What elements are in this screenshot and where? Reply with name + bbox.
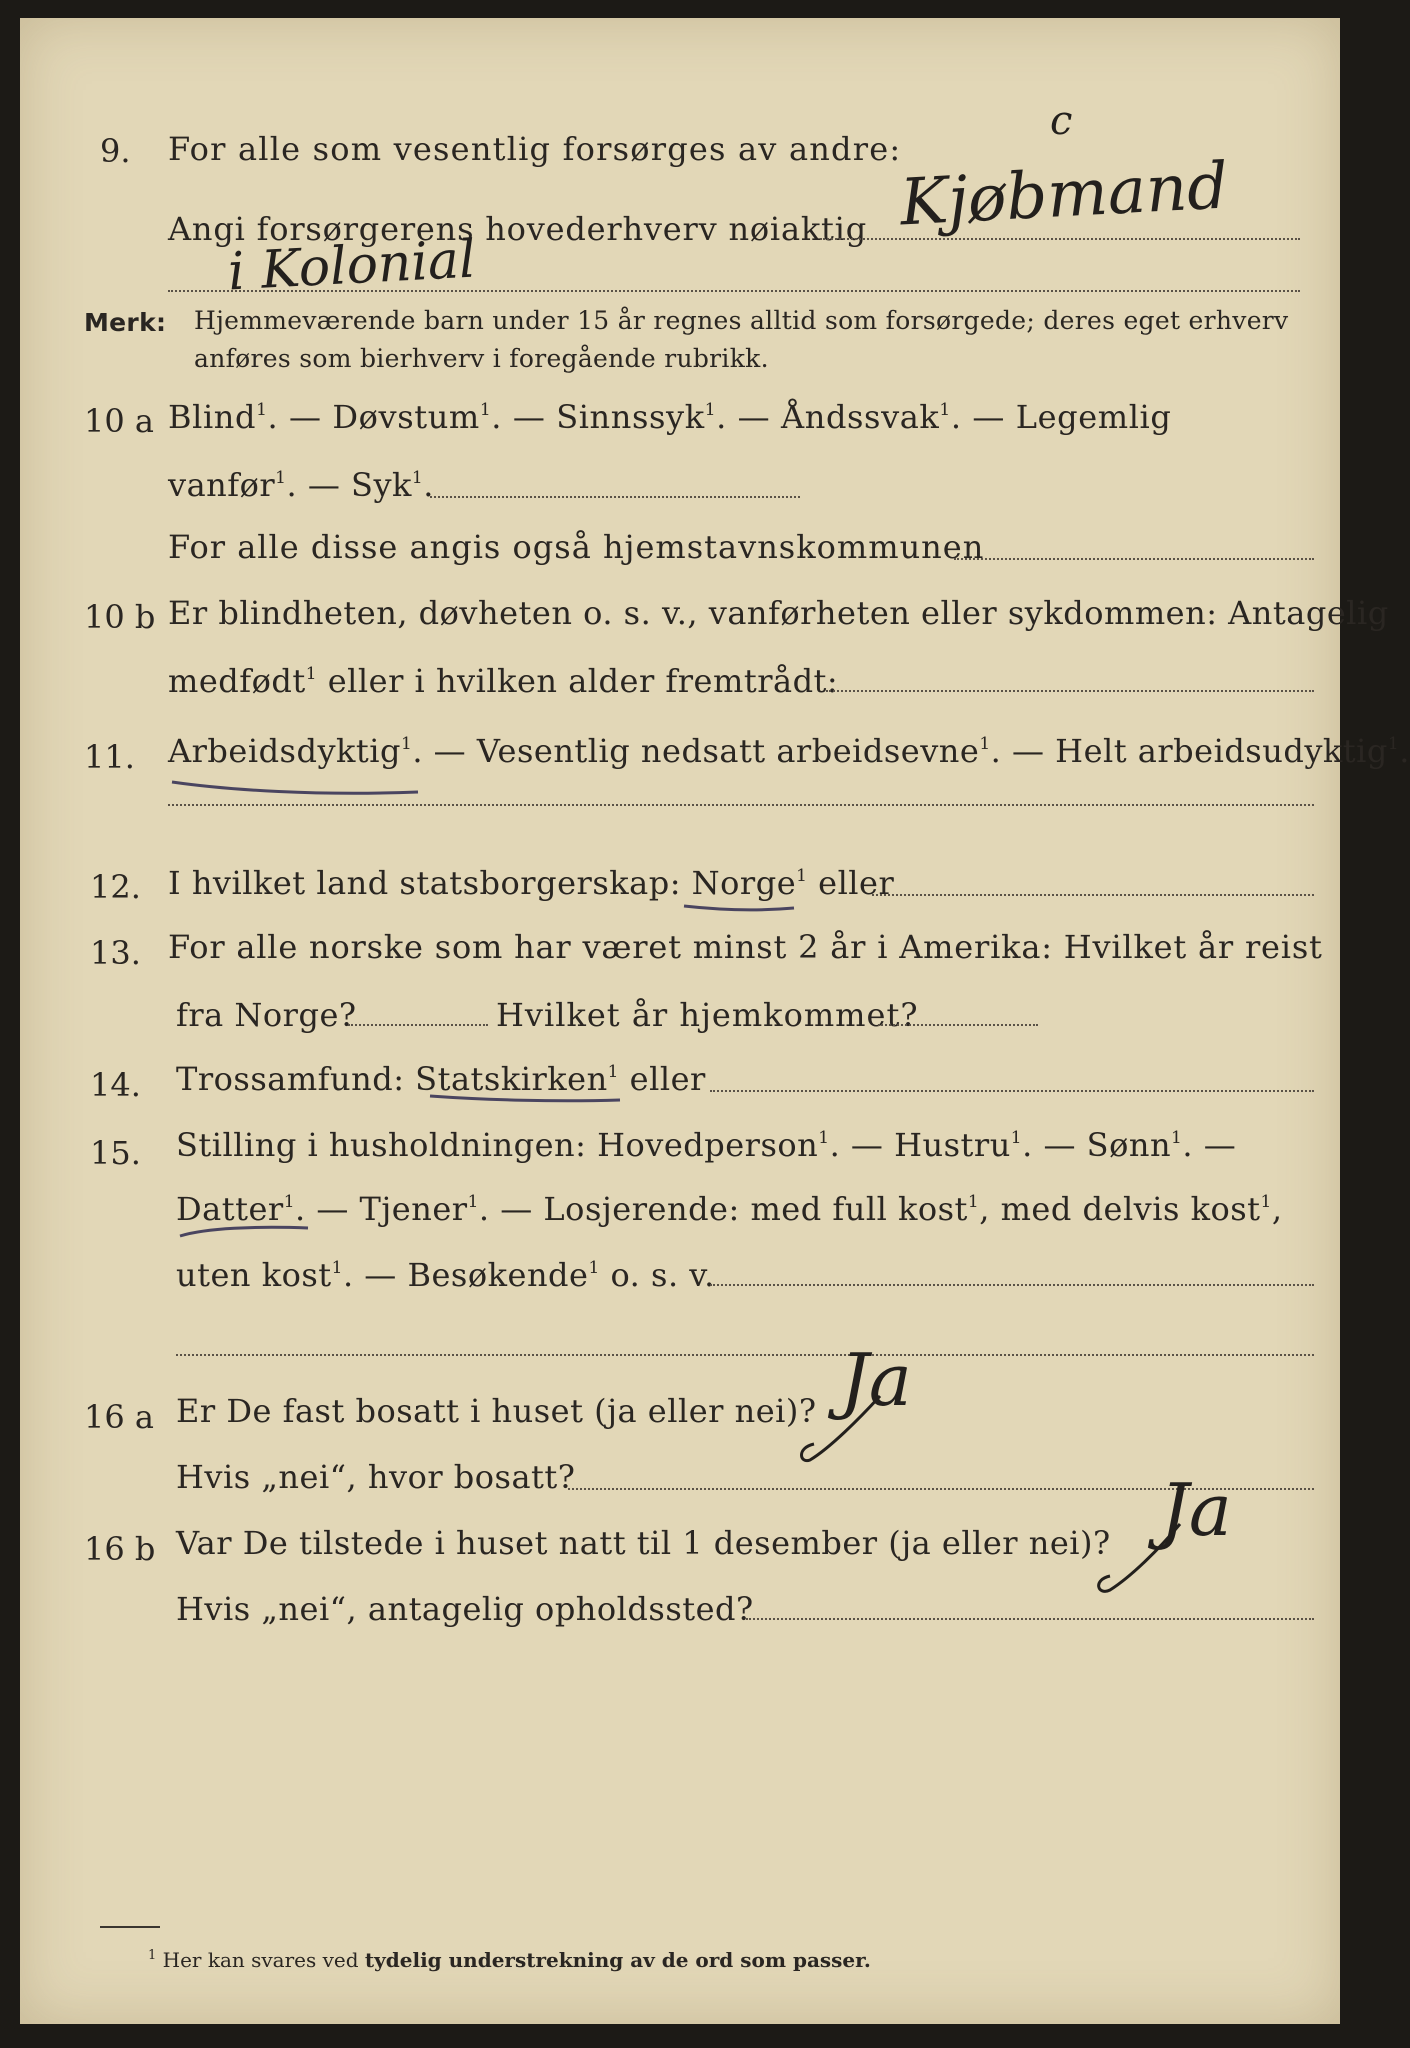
q16a-line1: Er De fast bosatt i huset (ja eller nei)? xyxy=(176,1392,817,1430)
q15-line2: Datter$^1$. — Tjener$^1$. — Losjerende: med full kost$^1$, med delvis kost$^1$, xyxy=(176,1190,1283,1228)
merk-line1: Hjemmeværende barn under 15 år regnes alltid som forsørgede; deres eget erhverv xyxy=(194,306,1289,335)
q12-line: I hvilket land statsborgerskap: Norge$^1$ eller xyxy=(168,864,895,902)
q10b-answer-line xyxy=(826,690,1314,692)
q16b-handwritten-answer: Ja xyxy=(1160,1468,1232,1552)
q16a-number: 16 a xyxy=(84,1398,154,1436)
q12-answer-line xyxy=(872,894,1314,896)
merk-line2: anføres som bierhverv i foregående rubrikk. xyxy=(194,344,769,373)
q13-hjemkommet-line xyxy=(878,1024,1038,1026)
q16a-handwritten-answer: Ja xyxy=(840,1338,912,1422)
q11-line: Arbeidsdyktig$^1$. — Vesentlig nedsatt arbeidsevne$^1$. — Helt arbeidsudyktig$^1$. xyxy=(168,732,1410,770)
footnote: $^1$ Her kan svares ved tydelig understrekning av de ord som passer. xyxy=(148,1948,871,1972)
q16a-line2: Hvis „nei“, hvor bosatt? xyxy=(176,1458,576,1496)
footnote-rule xyxy=(100,1926,160,1928)
q10a-number: 10 a xyxy=(84,402,154,440)
q15-number: 15. xyxy=(90,1134,141,1172)
q15-answer-line1 xyxy=(710,1284,1314,1286)
q14-line: Trossamfund: Statskirken$^1$ eller xyxy=(176,1060,706,1098)
q16b-answer-line xyxy=(746,1618,1314,1620)
q16b-number: 16 b xyxy=(84,1530,156,1568)
q10a-syk-line xyxy=(430,496,800,498)
q10a-line2: vanfør$^1$. — Syk$^1$. xyxy=(168,466,434,504)
q9-number: 9. xyxy=(100,132,131,170)
merk-label: Merk: xyxy=(84,308,167,337)
q14-answer-line xyxy=(710,1090,1314,1092)
q10a-line3: For alle disse angis også hjemstavnskommunen xyxy=(168,528,985,566)
q14-number: 14. xyxy=(90,1066,141,1104)
q10b-line1: Er blindheten, døvheten o. s. v., vanførheten eller sykdommen: Antagelig xyxy=(168,594,1389,632)
q16b-line1: Var De tilstede i huset natt til 1 desember (ja eller nei)? xyxy=(176,1524,1111,1562)
q15-line3: uten kost$^1$. — Besøkende$^1$ o. s. v. xyxy=(176,1256,715,1294)
q9-handwritten-answer2: i Kolonial xyxy=(226,229,478,303)
q10a-hjemstavn-line xyxy=(954,558,1314,560)
q13-line2b: Hvilket år hjemkommet? xyxy=(496,996,919,1034)
q14-underline-mark xyxy=(426,1090,626,1110)
q15-underline-mark xyxy=(176,1220,316,1244)
q9-handwritten-mark: c xyxy=(1050,98,1073,144)
q9-line2: Angi forsørgerens hovederhverv nøiaktig xyxy=(168,210,867,248)
q10b-line2: medfødt$^1$ eller i hvilken alder fremtrådt: xyxy=(168,662,839,700)
q9-line1: For alle som vesentlig forsørges av andre: xyxy=(168,130,902,168)
q12-number: 12. xyxy=(90,868,141,906)
q16a-pen-stroke xyxy=(790,1388,890,1468)
q15-answer-line2 xyxy=(176,1354,1314,1356)
q11-number: 11. xyxy=(84,738,135,776)
q11-underline-mark xyxy=(168,770,428,800)
q10a-line1: Blind$^1$. — Døvstum$^1$. — Sinnssyk$^1$. — Åndssvak$^1$. — Legemlig xyxy=(168,398,1172,436)
q11-answer-line xyxy=(168,804,1314,806)
q10b-number: 10 b xyxy=(84,598,156,636)
q9-answer-line1 xyxy=(820,238,1300,240)
q13-line2a: fra Norge? xyxy=(176,996,357,1034)
q12-underline-mark xyxy=(680,898,800,918)
q15-line1: Stilling i husholdningen: Hovedperson$^1$. — Hustru$^1$. — Sønn$^1$. — xyxy=(176,1126,1237,1164)
q13-number: 13. xyxy=(90,934,141,972)
q16b-line2: Hvis „nei“, antagelig opholdssted? xyxy=(176,1590,754,1628)
q13-line1: For alle norske som har været minst 2 år i Amerika: Hvilket år reist xyxy=(168,928,1323,966)
q13-reist-line xyxy=(348,1024,488,1026)
q9-handwritten-answer1: Kjøbmand xyxy=(898,149,1230,241)
census-form-page xyxy=(20,18,1410,2024)
q16b-pen-stroke xyxy=(1080,1518,1190,1598)
